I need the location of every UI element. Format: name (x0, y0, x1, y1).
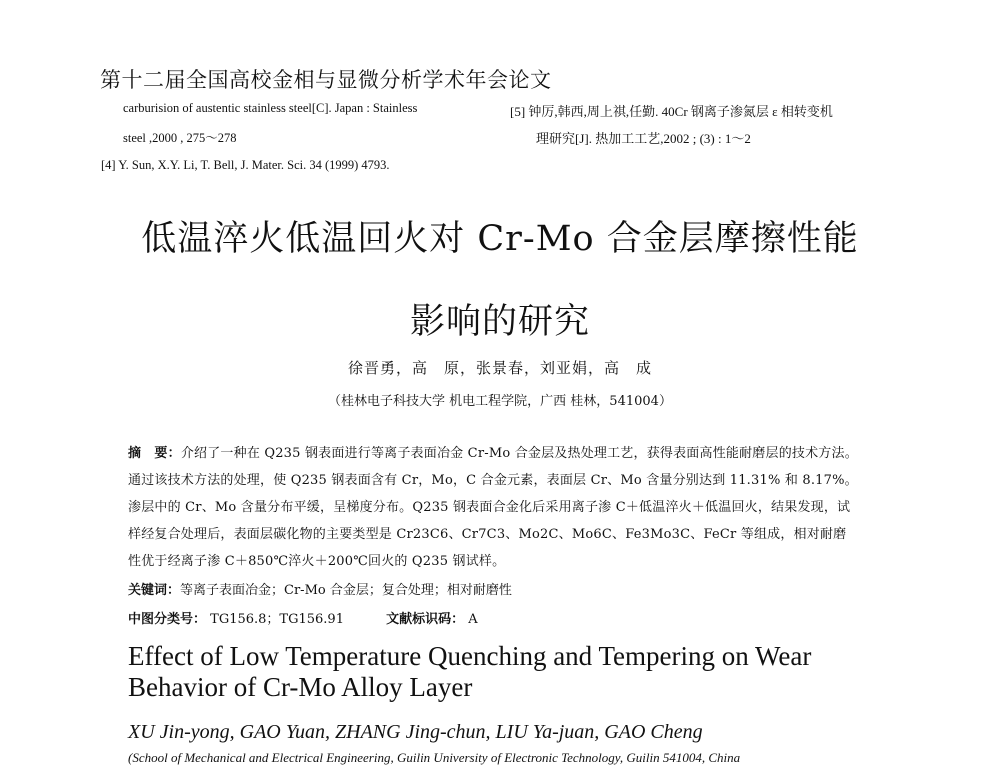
authors-en: XU Jin-yong, GAO Yuan, ZHANG Jing-chun, LIU Ya-juan, GAO Cheng (128, 721, 703, 743)
keywords-label: 关键词： (128, 583, 181, 598)
paper-title-en: Effect of Low Temperature Quenching and Tempering on Wear Behavior of Cr-Mo Alloy Layer (128, 641, 812, 702)
keywords-text: 等离子表面冶金；Cr-Mo 合金层；复合处理；相对耐磨性 (180, 583, 512, 598)
reference-continuation-line1: carburision of austentic stainless steel[C]. Japan : Stainless (123, 101, 418, 115)
abstract-text: 介绍了一种在 Q235 钢表面进行等离子表面冶金 Cr-Mo 合金层及热处理工艺，获得表面高性能耐磨层的技术方法。通过该技术方法的处理，使 Q235 钢表面含有 Cr，Mo，C 合金元素，表面层 Cr、Mo 含量分别达到 11.31% 和 8.17%。渗层中的 Cr、Mo 含量分布平缓，呈梯度分布。Q235 钢表面合金化后采用离子渗 C＋低温淬火＋低温回火，结果发现，试样经复合处理后，表面层碳化物的主要类型是 Cr23C6、Cr7C3、Mo2C、Mo6C、Fe3Mo3C、FeCr 等组成，相对耐磨性优于经离子渗 C＋850℃淬火＋200℃回火的 Q235 钢试样。 (128, 446, 858, 569)
doc-code-label: 文献标识码： (386, 612, 465, 627)
paper-title-cn-line1: 低温淬火低温回火对 Cr-Mo 合金层摩擦性能 (141, 219, 859, 259)
doc-code-value: A (468, 612, 478, 627)
reference-continuation-line2: steel ,2000 , 275～278 (123, 131, 237, 145)
reference-4: [4] Y. Sun, X.Y. Li, T. Bell, J. Mater. Sci. 34 (1999) 4793. (101, 158, 390, 172)
clc-label: 中图分类号： (128, 612, 207, 627)
authors-cn: 徐晋勇，高 原，张景春，刘亚娟，高 成 (347, 359, 652, 377)
reference-5-line2: 理研究[J]. 热加工工艺,2002 ; (3) : 1～2 (536, 131, 751, 146)
abstract-label: 摘 要： (128, 446, 181, 461)
paper-title-cn-line2: 影响的研究 (409, 302, 590, 342)
affiliation-cn: （桂林电子科技大学 机电工程学院，广西 桂林，541004） (328, 394, 672, 409)
conference-header: 第十二届全国高校金相与显微分析学术年会论文 (100, 68, 552, 92)
classification-line (128, 608, 478, 627)
keywords-cn (128, 579, 512, 598)
reference-5-line1: [5] 钟厉,韩西,周上祺,任勤. 40Cr 钢离子渗氮层 ε 相转变机 (510, 104, 833, 119)
clc-value: TG156.8；TG156.91 (210, 612, 344, 627)
abstract-cn (128, 440, 858, 575)
affiliation-en: (School of Mechanical and Electrical Engineering, Guilin University of Electronic Technology, Guilin 541004, China (128, 750, 741, 765)
